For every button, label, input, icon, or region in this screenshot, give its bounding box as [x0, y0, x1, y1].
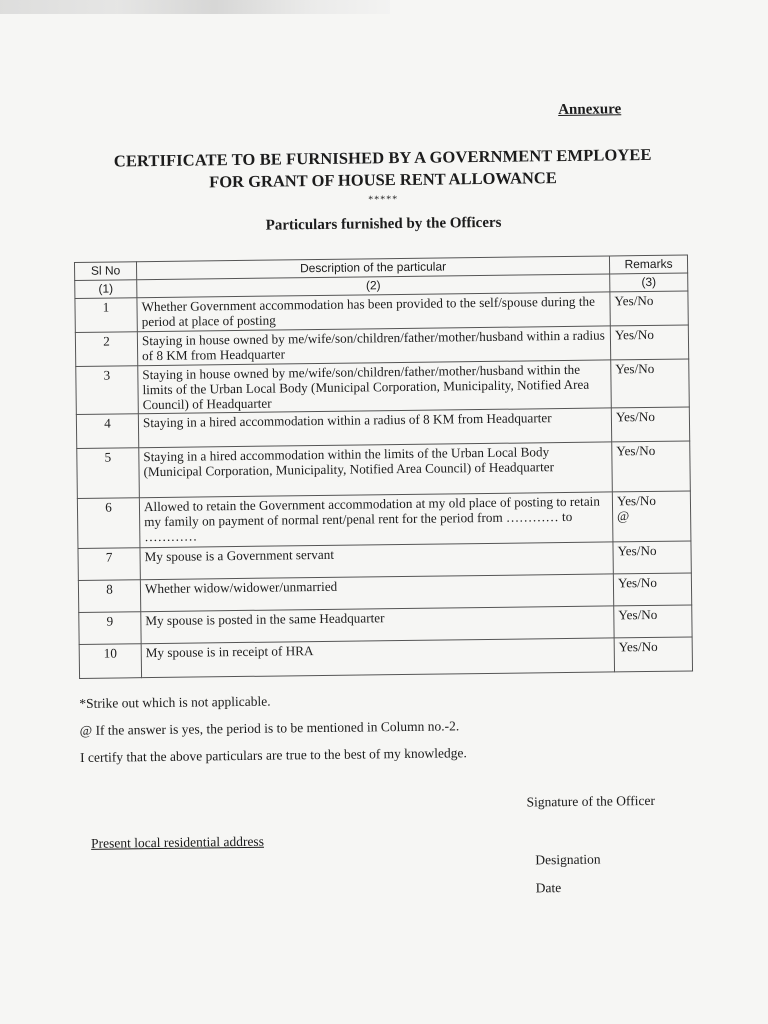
table-row — [77, 491, 691, 548]
sl-number-cell: 9 — [79, 612, 141, 645]
scan-edge-artifact — [0, 0, 390, 14]
description-cell: Staying in a hired accommodation within the limits of the Urban Local Body (Municipal Corporation, Municipality, Notified Area Council) of Headquarter — [139, 442, 613, 498]
sl-number-cell: 1 — [75, 298, 137, 333]
remarks-cell: Yes/No @ — [612, 491, 691, 542]
title-line-1: CERTIFICATE TO BE FURNISHED BY A GOVERNMENT EMPLOYEE — [113, 144, 652, 171]
subtitle: Particulars furnished by the Officers — [265, 214, 502, 234]
remarks-cell: Yes/No — [611, 359, 690, 408]
sl-number-cell: 10 — [79, 644, 141, 679]
certification-statement: I certify that the above particulars are true to the best of my knowledge. — [79, 745, 467, 765]
period-note: @ If the answer is yes, the period is to be mentioned in Column no.-2. — [79, 718, 460, 738]
remarks-cell: Yes/No — [612, 441, 691, 492]
title-line-2: FOR GRANT OF HOUSE RENT ALLOWANCE — [209, 168, 557, 192]
sl-number-cell: 3 — [76, 366, 139, 415]
remarks-cell: Yes/No — [614, 637, 692, 672]
description-cell: Whether Government accommodation has been provided to the self/spouse during the period at place of posting — [137, 292, 610, 332]
notes-section — [79, 688, 700, 777]
header-description: Description of the particular — [136, 256, 609, 280]
description-cell: Staying in a hired accommodation within a radius of 8 KM from Headquarter — [138, 408, 611, 448]
strike-out-note: *Strike out which is not applicable. — [79, 693, 271, 711]
signature-label: Signature of the Officer — [526, 792, 656, 810]
certificate-document — [72, 92, 692, 896]
description-cell: My spouse is a Government servant — [140, 542, 613, 580]
column-number: (3) — [610, 273, 688, 292]
remarks-cell: Yes/No — [614, 605, 692, 638]
remarks-cell: Yes/No — [613, 541, 691, 574]
description-cell: My spouse is in receipt of HRA — [141, 638, 614, 678]
description-cell: Staying in house owned by me/wife/son/children/father/mother/husband within a radius of 8 KM from Headquarter — [137, 326, 610, 366]
table-row — [77, 441, 691, 498]
remarks-cell: Yes/No — [610, 325, 688, 360]
table-row — [76, 359, 690, 414]
description-cell: Whether widow/widower/unmarried — [140, 574, 613, 612]
sl-number-cell: 8 — [78, 580, 140, 613]
remarks-cell: Yes/No — [613, 573, 691, 606]
description-cell: My spouse is posted in the same Headquarter — [141, 606, 614, 644]
column-number: (2) — [137, 274, 610, 298]
remarks-cell: Yes/No — [610, 291, 688, 326]
sl-number-cell: 6 — [77, 498, 140, 549]
column-number: (1) — [75, 280, 137, 299]
designation-label: Designation — [535, 851, 601, 868]
description-cell: Staying in house owned by me/wife/son/children/father/mother/husband within the limits of the Urban Local Body (Municipal Corporation, Municipality, Notified Area Council) of Headquarter — [138, 360, 612, 414]
table-row — [79, 637, 692, 678]
title-separator: ***** — [368, 194, 399, 206]
sl-number-cell: 4 — [76, 414, 138, 449]
header-remarks: Remarks — [609, 255, 687, 274]
annexure-label: Annexure — [558, 101, 622, 119]
sl-number-cell: 7 — [78, 548, 140, 581]
remarks-cell: Yes/No — [611, 407, 689, 442]
sl-number-cell: 5 — [77, 448, 140, 499]
date-label: Date — [535, 880, 562, 896]
particulars-table — [74, 254, 693, 678]
description-cell: Allowed to retain the Government accommodation at my old place of posting to retain my family on payment of normal rent/penal rent for the period from ………… to ………… — [139, 492, 613, 548]
header-sl-no: Sl No — [74, 262, 136, 281]
sl-number-cell: 2 — [75, 332, 137, 367]
address-label: Present local residential address — [90, 833, 264, 851]
